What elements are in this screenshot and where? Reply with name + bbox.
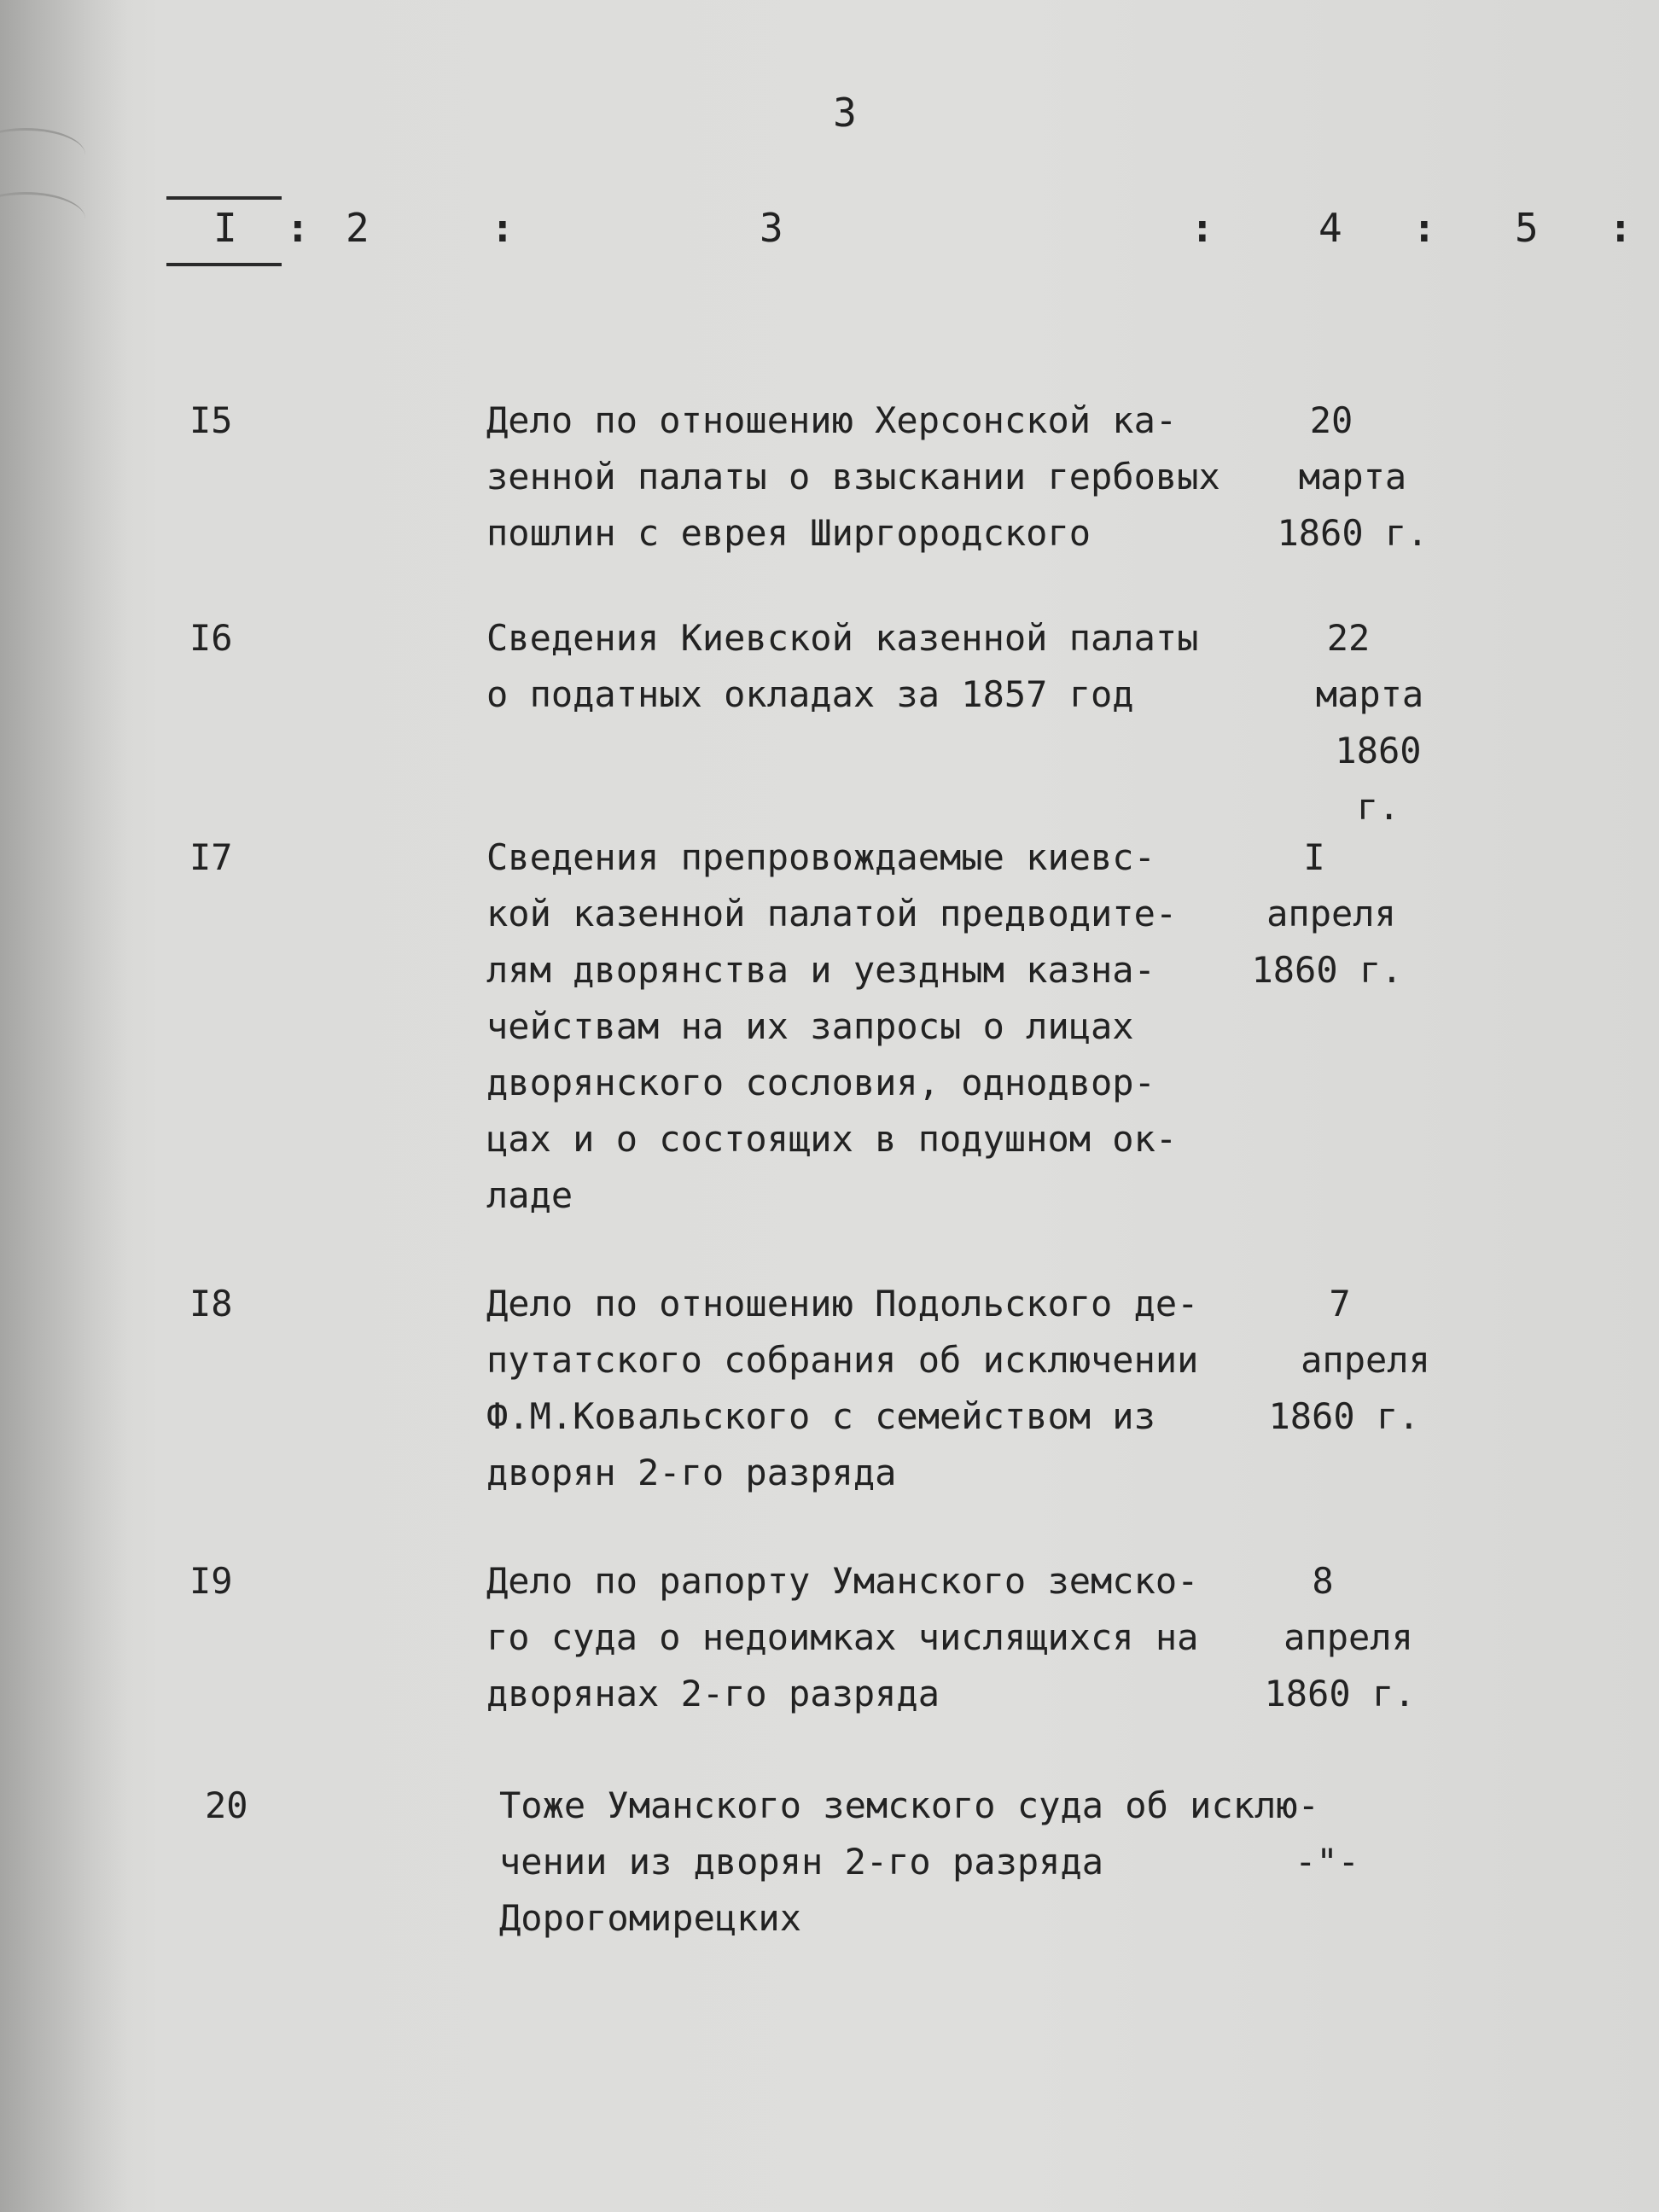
description-line: дворянского сословия, однодвор- [486, 1062, 1155, 1103]
column-header-1: I [213, 205, 237, 251]
column-header-2: 2 [346, 205, 370, 251]
entry-number: I5 [189, 399, 233, 441]
entry-date [1246, 610, 1451, 828]
column-header-5: 5 [1515, 205, 1539, 251]
entry-description [486, 1276, 1272, 1501]
date-line: 8 [1312, 1560, 1334, 1602]
date-line: 1860 г. [1277, 512, 1429, 554]
page-edge-shadow [0, 0, 128, 2212]
date-line: апреля [1284, 1616, 1413, 1658]
date-line: марта [1315, 673, 1424, 715]
entry-number: I7 [189, 836, 233, 878]
column-separator: : [286, 205, 310, 251]
entry-date [1212, 830, 1417, 998]
date-line: 20 [1309, 399, 1353, 441]
column-separator: : [1190, 205, 1214, 251]
description-line: Тоже Уманского земского суда об исклю- [499, 1784, 1319, 1826]
entry-description [499, 1778, 1319, 1947]
description-line: пошлин с еврея Ширгородского [486, 512, 1091, 554]
description-line: го суда о недоимках числящихся на [486, 1616, 1199, 1658]
description-line: зенной палаты о взыскании гербовых [486, 456, 1220, 498]
entry-description [486, 1553, 1272, 1722]
entry-date [1199, 1778, 1404, 1890]
date-line: 7 [1329, 1283, 1351, 1324]
entry-description [486, 393, 1272, 562]
column-separator: : [491, 205, 515, 251]
description-line: цах и о состоящих в подушном ок- [486, 1118, 1178, 1160]
date-line: 1860 г. [1268, 1395, 1420, 1437]
description-line: Дорогомирецких [499, 1897, 802, 1939]
description-line: ладе [486, 1174, 573, 1216]
entry-date [1229, 393, 1434, 562]
description-line: дворянах 2-го разряда [486, 1673, 940, 1714]
date-line: 1860 г. [1264, 1673, 1416, 1714]
date-line: 22 [1326, 617, 1371, 659]
description-line: Дело по отношению Подольского де- [486, 1283, 1199, 1324]
entry-description [486, 610, 1272, 723]
description-line: чении из дворян 2-го разряда [499, 1841, 1104, 1883]
column-separator: : [1412, 205, 1436, 251]
date-line: апреля [1301, 1339, 1430, 1381]
header-rule-top [166, 196, 282, 200]
entry-date [1237, 1276, 1442, 1445]
column-header-row [0, 196, 1659, 265]
entry-number: I8 [189, 1283, 233, 1324]
column-header-3: 3 [760, 205, 783, 251]
date-line: I [1303, 836, 1325, 878]
ditto-mark: -"- [1295, 1841, 1359, 1883]
description-line: дворян 2-го разряда [486, 1452, 897, 1493]
date-line: 1860 г. [1251, 949, 1403, 991]
entry-number: I9 [189, 1560, 233, 1602]
header-rule-bottom [166, 263, 282, 266]
column-header-4: 4 [1318, 205, 1342, 251]
description-line: Сведения Киевской казенной палаты [486, 617, 1199, 659]
description-line: о податных окладах за 1857 год [486, 673, 1134, 715]
entry-number: I6 [189, 617, 233, 659]
description-line: кой казенной палатой предводите- [486, 893, 1178, 934]
entry-number: 20 [205, 1784, 248, 1826]
description-line: путатского собрания об исключении [486, 1339, 1199, 1381]
description-line: чействам на их запросы о лицах [486, 1005, 1134, 1047]
description-line: Сведения препровождаемые киевс- [486, 836, 1155, 878]
date-line [1199, 1778, 1404, 1834]
description-line: Дело по отношению Херсонской ка- [486, 399, 1178, 441]
description-line: Ф.М.Ковальского с семейством из [486, 1395, 1155, 1437]
description-line: лям дворянства и уездным казна- [486, 949, 1155, 991]
entry-date [1220, 1553, 1425, 1722]
column-separator: : [1609, 205, 1633, 251]
entry-description [486, 830, 1272, 1224]
date-line: апреля [1266, 893, 1396, 934]
date-line: марта [1298, 456, 1407, 498]
date-line: 1860 г. [1335, 730, 1422, 828]
page-number: 3 [833, 90, 857, 136]
description-line: Дело по рапорту Уманского земско- [486, 1560, 1199, 1602]
